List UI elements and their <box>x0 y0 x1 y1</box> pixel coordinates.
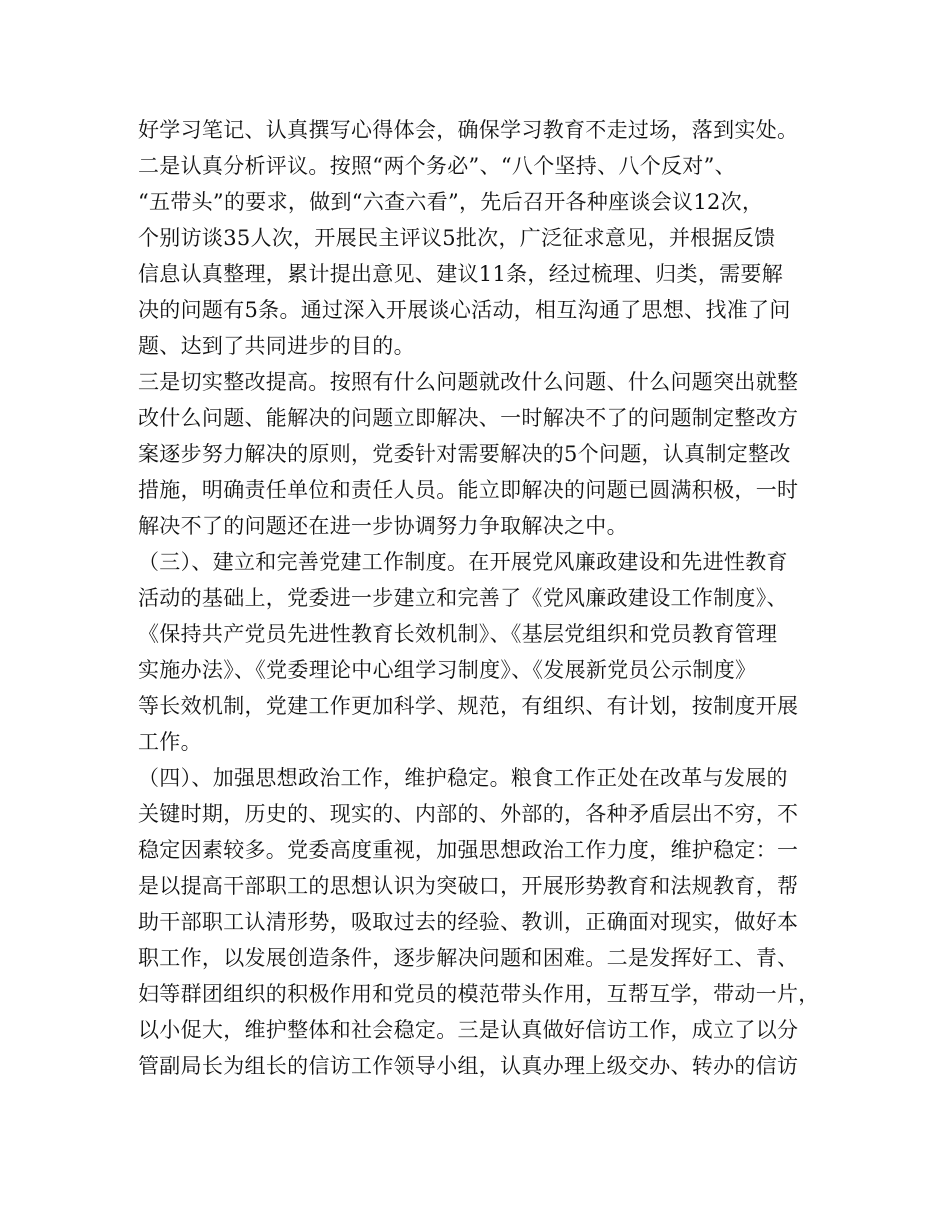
text-line: 改什么问题、能解决的问题立即解决、一时解决不了的问题制定整改方 <box>138 406 799 430</box>
text-line: “五带头”的要求，做到“六查六看”，先后召开各种座谈会议12次， <box>138 190 764 214</box>
text-line: 案逐步努力解决的原则，党委针对需要解决的5个问题，认真制定整改 <box>138 442 791 466</box>
body-text <box>138 112 838 1084</box>
text-line: 实施办法》、《党委理论中心组学习制度》、《发展新党员公示制度》 <box>138 658 757 682</box>
text-line: （四）、加强思想政治工作，维护稳定。粮食工作正处在改革与发展的 <box>138 766 788 790</box>
text-line: 活动的基础上，党委进一步建立和完善了《党风廉政建设工作制度》、 <box>138 586 788 610</box>
text-line: （三）、建立和完善党建工作制度。在开展党风廉政建设和先进性教育 <box>138 550 788 574</box>
text-line: 《保持共产党员先进性教育长效机制》、《基层党组织和党员教育管理 <box>138 622 778 646</box>
text-line: 管副局长为组长的信访工作领导小组，认真办理上级交办、转办的信访 <box>138 1054 799 1078</box>
text-line: 题、达到了共同进步的目的。 <box>138 334 415 358</box>
text-line: 是以提高干部职工的思想认识为突破口，开展形势教育和法规教育，帮 <box>138 874 799 898</box>
text-line: 关键时期，历史的、现实的、内部的、外部的，各种矛盾层出不穷，不 <box>138 802 799 826</box>
text-line: 措施，明确责任单位和责任人员。能立即解决的问题已圆满积极，一时 <box>138 478 799 502</box>
text-line: 信息认真整理，累计提出意见、建议11条，经过梳理、归类，需要解 <box>138 262 784 286</box>
text-line: 决的问题有5条。通过深入开展谈心活动，相互沟通了思想、找准了问 <box>138 298 791 322</box>
text-line: 工作。 <box>138 730 202 754</box>
text-line: 二是认真分析评议。按照“两个务必”、“八个坚持、八个反对”、 <box>138 154 736 178</box>
text-line: 好学习笔记、认真撰写心得体会，确保学习教育不走过场，落到实处。 <box>138 118 799 142</box>
text-line: 职工作，以发展创造条件，逐步解决问题和困难。二是发挥好工、青、 <box>138 946 799 970</box>
text-line: 解决不了的问题还在进一步协调努力争取解决之中。 <box>138 514 628 538</box>
text-line: 个别访谈35人次，开展民主评议5批次，广泛征求意见，并根据反馈 <box>138 226 776 250</box>
text-line: 三是切实整改提高。按照有什么问题就改什么问题、什么问题突出就整 <box>138 370 799 394</box>
text-line: 等长效机制，党建工作更加科学、规范，有组织、有计划，按制度开展 <box>138 694 799 718</box>
text-line: 以小促大，维护整体和社会稳定。三是认真做好信访工作，成立了以分 <box>138 1018 799 1042</box>
text-line: 稳定因素较多。党委高度重视，加强思想政治工作力度，维护稳定：一 <box>138 838 799 862</box>
text-line: 助干部职工认清形势，吸取过去的经验、教训，正确面对现实，做好本 <box>138 910 799 934</box>
text-line: 妇等群团组织的积极作用和党员的模范带头作用，互帮互学，带动一片， <box>138 982 820 1006</box>
